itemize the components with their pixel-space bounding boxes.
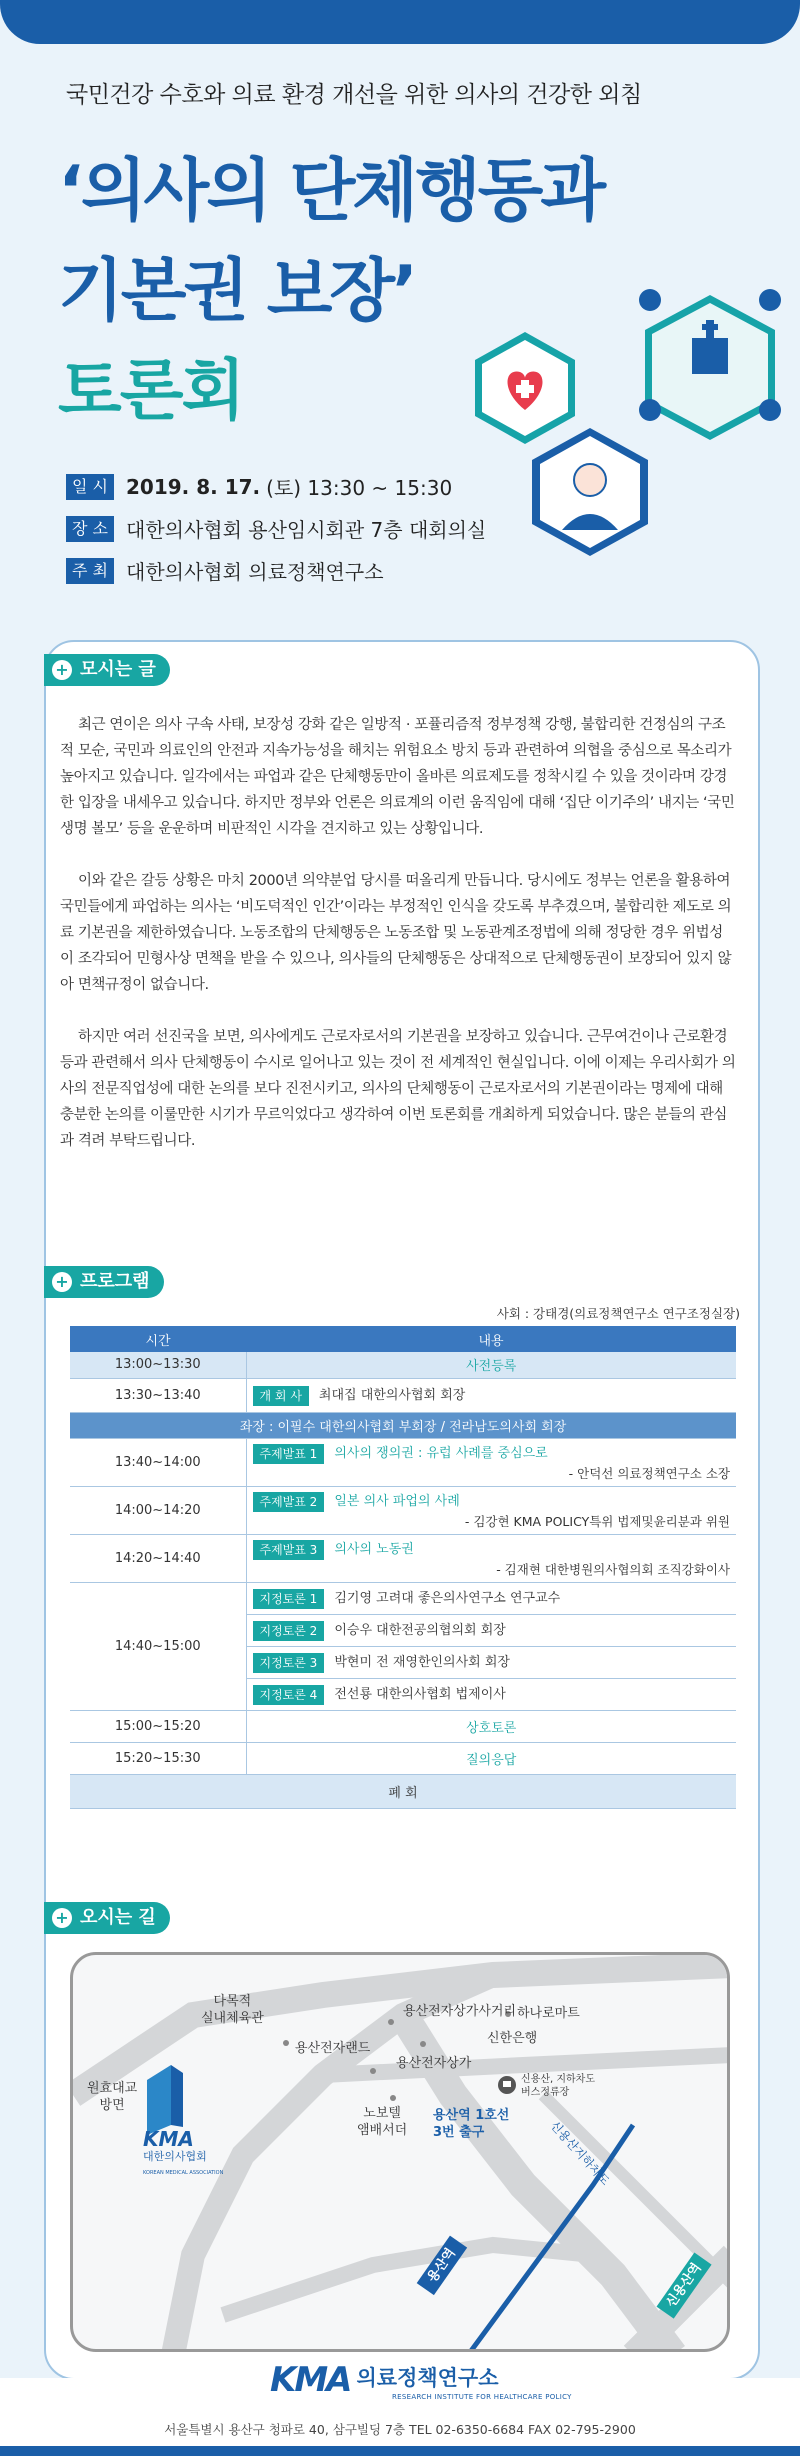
row-time: 13:40~14:00 <box>70 1438 246 1486</box>
invitation-paragraph-1: 최근 연이은 의사 구속 사태, 보장성 강화 같은 일방적 · 포퓰리즘적 정부정책 강행, 불합리한 건정심의 구조적 모순, 국민과 의료인의 안전과 지속가능성을 해치는 위험요소 방치 등과 관련하여 의협을 중심으로 목소리가 높아지고 있습니다. 일각에서는 파업과 같은 단체행동만이 올바른 의료제도를 정착시킬 수 있을 것이라며 강경한 입장을 내세우고 있습니다. 하지만 정부와 언론은 의료계의 이런 움직임에 대해 ‘집단 이기주의’ 내지는 ‘국민 생명 볼모’ 등을 운운하며 비판적인 시각을 견지하고 있는 상황입니다. <box>60 717 735 837</box>
role-tag: 지정토론 4 <box>253 1685 325 1705</box>
speaker: 박현미 전 재영한인의사회 회장 <box>334 1655 510 1671</box>
program-table <box>70 1326 736 1809</box>
electronics-land-label: 용산전자랜드 <box>295 2041 371 2056</box>
top-band <box>0 0 800 44</box>
doctor-icon-1 <box>639 289 661 311</box>
chair-row <box>70 1412 736 1438</box>
intersection-label: 용산전자상가사거리 <box>403 2004 517 2019</box>
table-row <box>70 1378 736 1412</box>
title-line-1: ‘의사의 단체행동과 <box>58 152 604 231</box>
role-tag: 주제발표 1 <box>253 1444 325 1464</box>
table-row <box>70 1352 736 1378</box>
closing-row <box>70 1774 736 1808</box>
gym-label: 다목적 실내체육관 <box>201 1994 264 2026</box>
hanaro-label: 하나로마트 <box>517 2006 580 2021</box>
table-row <box>70 1710 736 1742</box>
row-content: 사전등록 <box>246 1352 736 1378</box>
invitation-text <box>60 712 736 1180</box>
time-column-header: 시간 <box>70 1326 246 1352</box>
table-row <box>70 1534 736 1582</box>
row-content <box>246 1378 736 1412</box>
role-tag: 개 회 사 <box>253 1386 309 1406</box>
place-value: 대한의사협회 용산임시회관 7층 대회의실 <box>126 518 487 542</box>
speaker: 전선룡 대한의사협회 법제이사 <box>334 1687 506 1703</box>
place-tag: 장 소 <box>66 516 114 542</box>
institute-name: 의료정책연구소 <box>356 2366 499 2390</box>
speaker: - 김강현 KMA POLICY특위 법제및윤리분과 위원 <box>464 1513 730 1529</box>
row-content <box>246 1614 736 1646</box>
table-row <box>70 1582 736 1614</box>
date-tag: 일 시 <box>66 474 114 500</box>
hospital-icon <box>692 338 728 374</box>
row-time: 14:00~14:20 <box>70 1486 246 1534</box>
content-column-header: 내용 <box>246 1326 736 1352</box>
host-value: 대한의사협회 의료정책연구소 <box>126 560 384 584</box>
road-label: 신용산지하차도 <box>547 2118 613 2189</box>
info-host-row <box>66 556 384 585</box>
title-line-3: 토론회 <box>58 352 244 429</box>
row-content <box>246 1534 736 1582</box>
footer-address: 서울특별시 용산구 청파로 40, 삼구빌딩 7층 TEL 02-6350-6684 FAX 02-795-2900 <box>164 2422 636 2437</box>
sinyongsan-station-label: 신용산역 <box>657 2252 712 2318</box>
date-time: (토) 13:30 ~ 15:30 <box>266 476 453 500</box>
event-subtitle: 국민건강 수호와 의료 환경 개선을 위한 의사의 건강한 외침 <box>66 82 642 108</box>
plus-icon: + <box>52 1272 72 1292</box>
kma-building-icon <box>147 2065 171 2135</box>
location-map <box>70 1952 730 2352</box>
elec-market-label: 용산전자상가 <box>396 2056 472 2071</box>
novotel-label: 노보텔 앰배서더 <box>357 2106 408 2138</box>
info-date-row <box>66 472 452 501</box>
footer-stripe <box>0 2446 800 2456</box>
exit-label: 용산역 1호선 3번 출구 <box>433 2108 510 2140</box>
title-line-2: 기본권 보장’ <box>58 252 415 331</box>
speaker: 김기영 고려대 좋은의사연구소 연구교수 <box>334 1591 561 1607</box>
row-content <box>246 1486 736 1534</box>
row-content <box>246 1582 736 1614</box>
institute-english-name: RESEARCH INSTITUTE FOR HEALTHCARE POLICY <box>392 2393 572 2401</box>
info-place-row <box>66 514 486 543</box>
role-tag: 주제발표 3 <box>253 1540 325 1560</box>
row-content: 상호토론 <box>246 1710 736 1742</box>
invitation-paragraph-3: 하지만 여러 선진국을 보면, 의사에게도 근로자로서의 기본권을 보장하고 있습니다. 근무여건이나 근로환경 등과 관련해서 의사 단체행동이 수시로 일어나고 있는 것이 전 세계적인 현실입니다. 이에 이제는 우리사회가 의사의 전문직업성에 대한 논의를 보다 진전시키고, 의사의 단체행동이 근로자로서의 기본권이라는 명제에 대해 충분한 논의를 이룰만한 시기가 무르익었다고 생각하여 이번 토론회를 개최하게 되었습니다. 많은 분들의 관심과 격려 부탁드립니다. <box>60 1029 736 1149</box>
row-time: 13:00~13:30 <box>70 1352 246 1378</box>
speaker: - 김재현 대한병원의사협의회 조직강화이사 <box>496 1561 730 1577</box>
date-value: 2019. 8. 17. <box>126 474 261 499</box>
directions-heading: + 오시는 길 <box>44 1902 170 1934</box>
role-tag: 지정토론 3 <box>253 1653 325 1673</box>
role-tag: 지정토론 1 <box>253 1589 325 1609</box>
speaker: 최대집 대한의사협회 회장 <box>318 1388 466 1404</box>
doctor-face-icon <box>574 464 606 496</box>
invitation-paragraph-2: 이와 같은 갈등 상황은 마치 2000년 의약분업 당시를 떠올리게 만듭니다. 당시에도 정부는 언론을 활용하여 국민들에게 파업하는 의사는 ‘비도덕적인 인간’이라는 부정적인 인식을 갖도록 부추겼으며, 불합리한 제도로 의료 기본권을 제한하였습니다. 노동조합의 단체행동은 노동조합 및 노동관계조정법에 의해 정당한 경우 위법성이 조각되어 민형사상 면책을 받을 수 있으나, 의사들의 단체행동은 상대적으로 단체행동권이 보장되어 있지 않아 면책규정이 없습니다. <box>60 873 732 993</box>
closing-text: 폐 회 <box>70 1774 736 1808</box>
kma-map-logo: KMA 대한의사협회 KOREAN MEDICAL ASSOCIATION <box>143 2127 224 2176</box>
program-heading: + 프로그램 <box>44 1266 164 1298</box>
table-header-row <box>70 1326 736 1352</box>
doctor-icon-4 <box>759 399 781 421</box>
topic: 의사의 쟁의권 : 유럽 사례를 중심으로 <box>334 1446 548 1462</box>
chair-text: 좌장 : 이필수 대한의사협회 부회장 / 전라남도의사회 회장 <box>70 1412 736 1438</box>
plus-icon: + <box>52 1908 72 1928</box>
table-row <box>70 1438 736 1486</box>
moderator-text: 사회 : 강태경(의료정책연구소 연구조정실장) <box>496 1306 740 1321</box>
shinhan-label: 신한은행 <box>487 2031 538 2046</box>
invitation-heading: + 모시는 글 <box>44 654 170 686</box>
hexagon-illustration <box>470 260 790 590</box>
row-content <box>246 1438 736 1486</box>
host-tag: 주 최 <box>66 558 114 584</box>
topic: 의사의 노동권 <box>334 1542 414 1558</box>
doctor-icon-2 <box>759 289 781 311</box>
table-row <box>70 1742 736 1774</box>
yongsan-station-label: 용산역 <box>417 2236 467 2295</box>
row-time: 15:20~15:30 <box>70 1742 246 1774</box>
kma-logo: KMA <box>270 2360 351 2400</box>
row-time: 14:20~14:40 <box>70 1534 246 1582</box>
bus-stop-label: 신용산, 지하차도 버스정류장 <box>521 2074 595 2098</box>
role-tag: 주제발표 2 <box>253 1492 325 1512</box>
row-content: 질의응답 <box>246 1742 736 1774</box>
speaker: 이승우 대한전공의협의회 회장 <box>334 1623 506 1639</box>
row-time: 14:40~15:00 <box>70 1582 246 1710</box>
doctor-icon-3 <box>639 399 661 421</box>
topic: 일본 의사 파업의 사례 <box>334 1494 460 1510</box>
table-row <box>70 1486 736 1534</box>
row-content <box>246 1678 736 1710</box>
row-time: 15:00~15:20 <box>70 1710 246 1742</box>
plus-icon: + <box>52 660 72 680</box>
speaker: - 안덕선 의료정책연구소 소장 <box>568 1465 730 1481</box>
role-tag: 지정토론 2 <box>253 1621 325 1641</box>
row-content <box>246 1646 736 1678</box>
wonhyo-label: 원효대교 방면 <box>87 2081 138 2113</box>
row-time: 13:30~13:40 <box>70 1378 246 1412</box>
